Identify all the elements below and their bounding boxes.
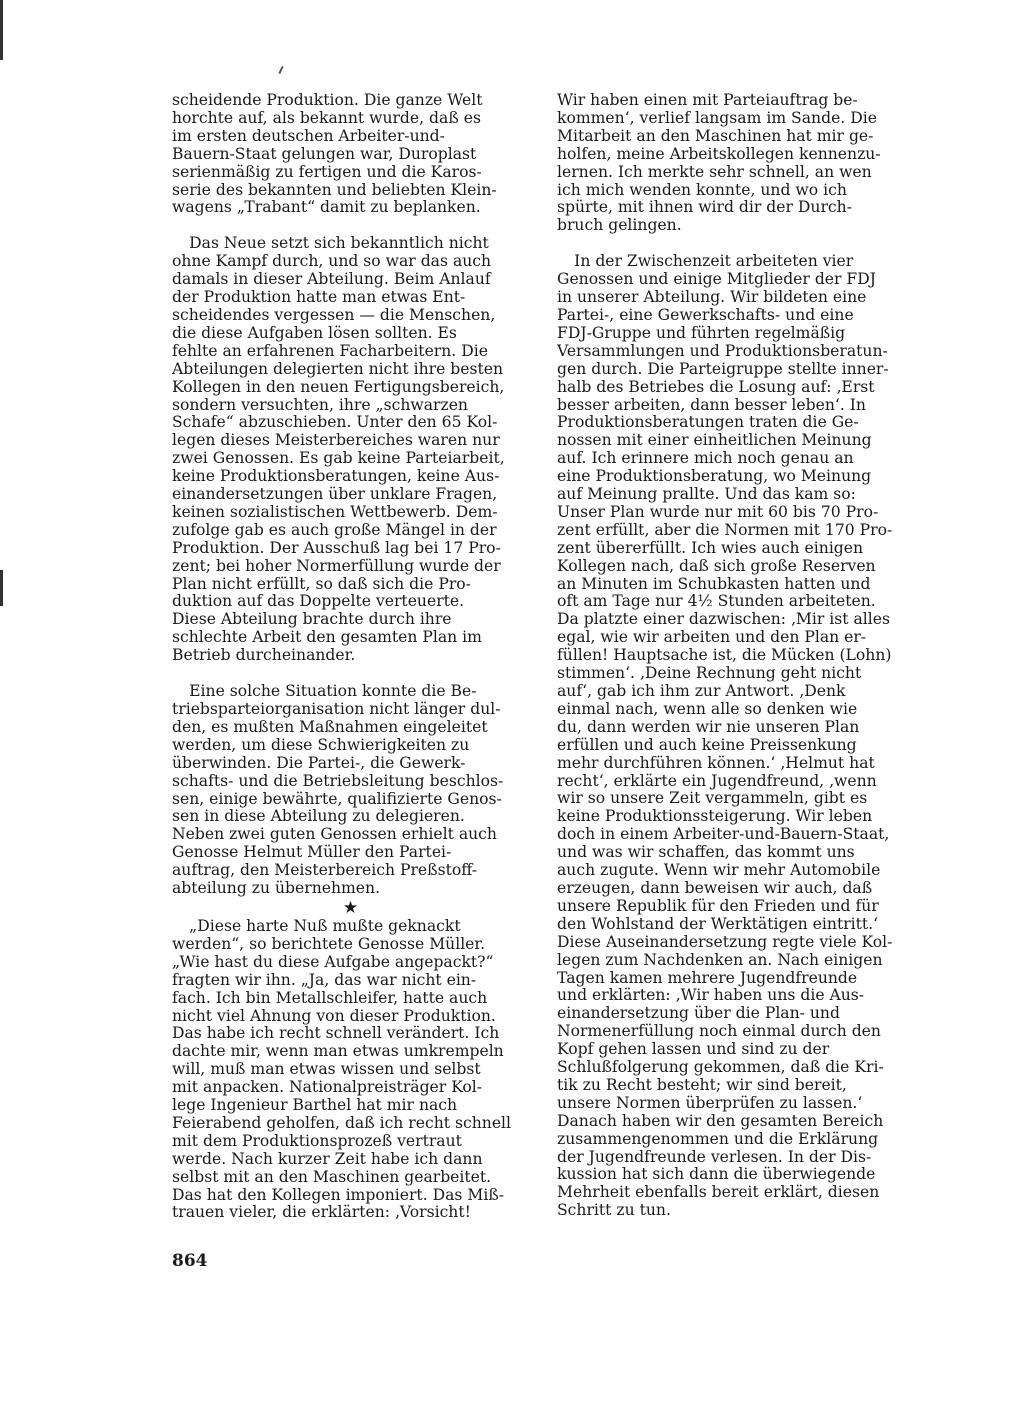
page-number: 864 [172, 1251, 208, 1271]
left-paragraph-4: „Diese harte Nuß mußte geknackt werden“, so berichtete Genosse Müller. „Wie hast du diese Aufgabe angepackt?“ fragten wir ihn. „Ja, das war nicht ein- fach. Ich bin Metallschleifer, hatte auch nicht viel Ahnung von dieser Produktion. Das habe ich recht schnell verändert. Ich dachte mir, wenn man etwas umkrempeln will, muß man etwas wissen und selbst mit anpacken. Nationalpreisträger Kol- lege Ingenieur Barthel hat mir nach Feierabend geholfen, daß ich recht schnell mit dem Produktionsprozeß vertraut werde. Nach kurzer Zeit habe ich dann selbst mit an den Maschinen gearbeitet. Das hat den Kollegen imponiert. Das Miß- trauen vieler, die erklärten: ‚Vorsicht! [172, 916, 512, 1222]
section-separator-star: ★ [342, 897, 359, 918]
scan-edge-mark-mid [0, 570, 3, 606]
right-column [557, 92, 915, 1220]
left-paragraph-2: Das Neue setzt sich bekanntlich nicht ohne Kampf durch, und so war das auch damals in dieser Abteilung. Beim Anlauf der Produktion hatte man etwas Ent- scheidendes vergessen — die Menschen, die diese Aufgaben lösen sollten. Es fehlte an erfahrenen Facharbeitern. Die Abteilungen delegierten nicht ihre besten Kollegen in den neuen Fertigungsbereich, sondern versuchten, ihre „schwarzen Schafe“ abzuschieben. Unter den 65 Kol- legen dieses Meisterbereiches waren nur zwei Genossen. Es gab keine Parteiarbeit, keine Produktionsberatungen, keine Aus- einandersetzungen über unklare Fragen, keinen sozialistischen Wettbewerb. Dem- zufolge gab es auch große Mängel in der Produktion. Der Ausschuß lag bei 17 Pro- zent; bei hoher Normerfüllung wurde der Plan nicht erfüllt, so daß sich die Pro- duktion auf das Doppelte verteuerte. Diese Abteilung brachte durch ihre schlechte Arbeit den gesamten Plan im Betrieb durcheinander. [172, 234, 505, 665]
scan-edge-mark-top [0, 0, 3, 60]
right-paragraph-2: In der Zwischenzeit arbeiteten vier Genossen und einige Mitglieder der FDJ in unserer Abteilung. Wir bildeten eine Partei-, eine Gewerkschafts- und eine FDJ-Gruppe und führten regelmäßig Versammlungen und Produktionsberatun- gen durch. Die Parteigruppe stellte inner- halb des Betriebes die Losung auf: ‚Erst besser arbeiten, dann besser leben‘. In Produktionsberatungen traten die Ge- nossen mit einer einheitlichen Meinung auf. Ich erinnere mich noch genau an eine Produktionsberatung, wo Meinung auf Meinung prallte. Und das kam so: Unser Plan wurde nur mit 60 bis 70 Pro- zent erfüllt, aber die Normen mit 170 Pro- zent übererfüllt. Ich wies auch einigen Kollegen nach, daß sich große Reserven an Minuten im Schubkasten hatten und oft am Tage nur 4½ Stunden arbeiteten. Da platzte einer dazwischen: ‚Mir ist alles egal, wie wir arbeiten und den Plan er- füllen! Hauptsache ist, die Mücken (Lohn) stimmen‘. ‚Deine Rechnung geht nicht auf‘, gab ich ihm zur Antwort. ‚Denk einmal nach, wenn alle so denken wie du, dann werden wir nie unseren Plan erfüllen und auch keine Preissenkung mehr durchführen können.‘ ‚Helmut hat recht‘, erklärte ein Jugendfreund, ‚wenn wir so unsere Zeit vergammeln, gibt es keine Produktionssteigerung. Wir leben doch in einem Arbeiter-und-Bauern-Staat, und was wir schaffen, das kommt uns auch zugute. Wenn wir mehr Automobile erzeugen, dann beweisen wir auch, daß unsere Republik für den Frieden und für den Wohlstand der Werktätigen eintritt.‘ Diese Auseinandersetzung regte viele Kol- legen zum Nachdenken an. Nach einigen Tagen kamen mehrere Jugendfreunde und erklärten: ‚Wir haben uns die Aus- einandersetzung über die Plan- und Normenerfüllung noch einmal durch den Kopf gehen lassen und sind zu der Schlußfolgerung gekommen, daß die Kri- tik zu Recht besteht; wir sind bereit, unsere Normen überprüfen zu lassen.‘ Danach haben wir den gesamten Bereich zusammengenommen und die Erklärung der Jugendfreunde verlesen. In der Dis- kussion hat sich dann die überwiegende Mehrheit ebenfalls bereit erklärt, diesen Schritt zu tun. [557, 252, 893, 1220]
right-paragraph-1: Wir haben einen mit Parteiauftrag be- kommen‘, verlief langsam im Sande. Die Mitarbeit an den Maschinen hat mir ge- holfen, meine Arbeitskollegen kennenzu- lernen. Ich merkte sehr schnell, an wen ich mich wenden konnte, und wo ich spürte, mit ihnen wird dir der Durch- bruch gelingen. [557, 91, 881, 235]
left-paragraph-3: Eine solche Situation konnte die Be- triebsparteiorganisation nicht länger dul- den, es mußten Maßnahmen eingeleitet werden, um diese Schwierigkeiten zu überwinden. Die Partei-, die Gewerk- schafts- und die Betriebsleitung beschlos- sen, einige bewährte, qualifizierte Genos- sen in diese Abteilung zu delegieren. Neben zwei guten Genossen erhielt auch Genosse Helmut Müller den Partei- auftrag, den Meisterbereich Preßstoff- abteilung zu übernehmen. [172, 682, 504, 898]
left-column [172, 92, 529, 1222]
left-paragraph-1: scheidende Produktion. Die ganze Welt horchte auf, als bekannt wurde, daß es im ersten deutschen Arbeiter-und- Bauern-Staat gelungen war, Duroplast serienmäßig zu fertigen und die Karos- serie des bekannten und beliebten Klein- wagens „Trabant“ damit zu beplanken. [172, 91, 497, 217]
scan-speck [278, 66, 283, 74]
